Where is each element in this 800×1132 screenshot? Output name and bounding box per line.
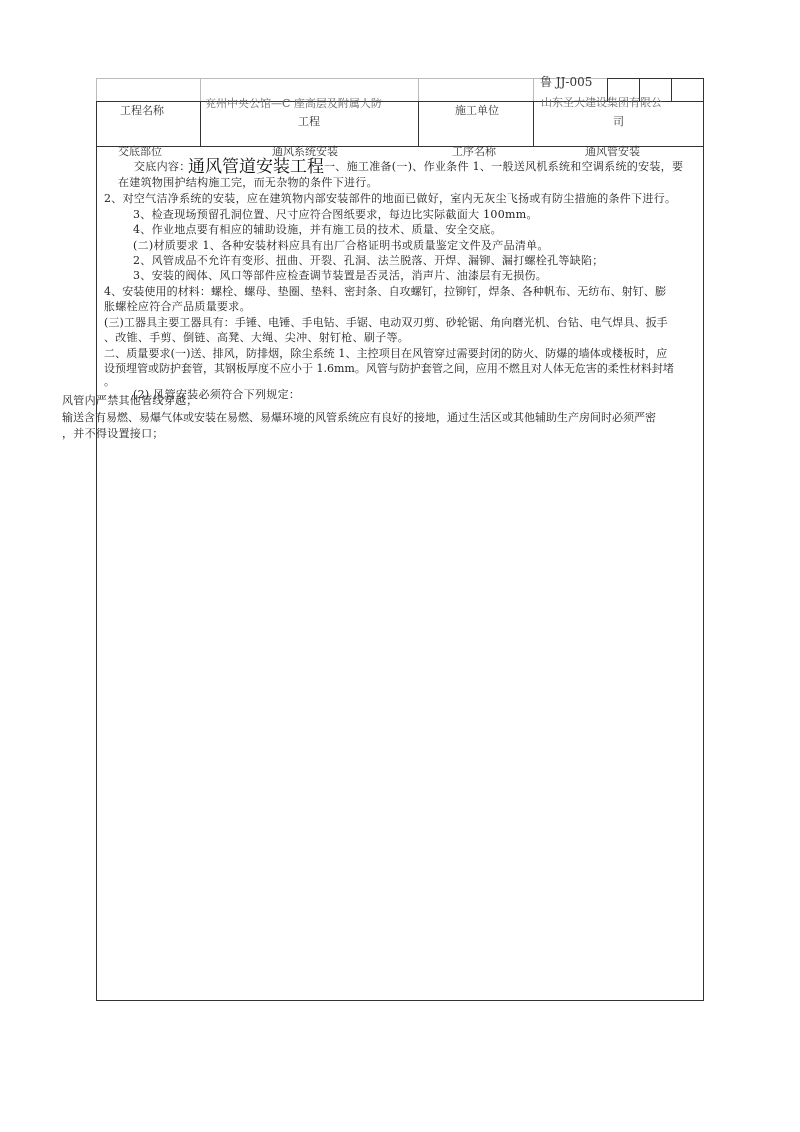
content-line-11: 、改锥、手剪、倒链、高凳、大绳、尖冲、射钉枪、刷子等。 <box>104 331 410 344</box>
content-line-9: 胀螺栓应符合产品质量要求。 <box>104 300 251 313</box>
contractor-value-line-1: 山东圣大建设集团有限公 <box>541 96 662 109</box>
faint-divider-1 <box>200 78 201 102</box>
intro-title: 通风管道安装工程 <box>188 157 324 177</box>
content-line-7: 3、安装的阀体、风口等部件应检查调节装置是否灵活，消声片、油漆层有无损伤。 <box>133 269 548 282</box>
header-divider-3 <box>533 101 534 146</box>
process-label: 工序名称 <box>452 145 496 158</box>
content-line-5: (二)材质要求 1、各种安装材料应具有出厂合格证明书或质量鉴定文件及产品清单。 <box>133 239 549 252</box>
dept-value: 通风系统安装 <box>272 145 338 158</box>
code-box-divider-3 <box>671 78 672 102</box>
content-line-2: 2、对空气洁净系统的安装，应在建筑物内部安装部件的地面已做好，室内无灰尘飞扬或有防尘措施的条件下进行。 <box>104 192 677 205</box>
main-bottom-border <box>96 1000 704 1001</box>
doc-code: 鲁 JJ-005 <box>540 75 593 89</box>
content-line-6: 2、风管成品不允许有变形、扭曲、开裂、孔洞、法兰脱落、开焊、漏铆、漏打螺栓孔等缺陷； <box>133 254 604 267</box>
content-line-12: 二、质量要求(一)送、排风，防排烟，除尘系统 1、主控项目在风管穿过需要封闭的防火、防爆的墙体或楼板时，应 <box>104 347 668 360</box>
content-line-10: (三)工器具主要工器具有：手锤、电锤、手电钻、手锯、电动双刃剪、砂轮锯、角向磨光机、台钻、电气焊具、扳手 <box>104 316 668 329</box>
header-divider-2 <box>418 101 419 146</box>
main-right-border <box>703 101 704 1000</box>
content-line-3: 3、检查现场预留孔洞位置、尺寸应符合图纸要求，每边比实际截面大 100mm。 <box>133 208 538 221</box>
content-line-18: ，并不得设置接口； <box>62 427 164 440</box>
main-left-border <box>96 101 97 1000</box>
code-box-divider-4 <box>703 78 704 102</box>
content-line-0: 一、施工准备(一)、作业条件 1、一般送风机系统和空调系统的安装，要 <box>324 160 684 173</box>
content-line-17: 输送含有易燃、易爆气体或安装在易燃、易爆环境的风管系统应有良好的接地，通过生活区或其他辅助生产房间时必须严密 <box>62 411 656 424</box>
intro-label: 交底内容： <box>134 160 191 173</box>
content-line-14: 。 <box>104 375 116 388</box>
faint-divider-2 <box>418 78 419 102</box>
header-divider-1 <box>200 101 201 146</box>
contractor-value-line-2: 司 <box>613 115 624 128</box>
content-line-15: (2) 风管安装必须符合下列规定： <box>133 388 301 401</box>
project-label: 工程名称 <box>120 104 164 117</box>
content-line-1: 在建筑物围护结构施工完，而无杂物的条件下进行。 <box>118 176 378 189</box>
code-box-top <box>607 78 703 79</box>
project-value-line-1: 兖州中央公馆—C 座高层及附属人防 <box>205 97 382 110</box>
project-value-line-2: 工程 <box>298 115 320 128</box>
contractor-label: 施工单位 <box>455 104 499 117</box>
faint-left-border <box>96 78 97 102</box>
content-line-8: 4、安装使用的材料：螺栓、螺母、垫圈、垫料、密封条、自攻螺钉，拉铆钉，焊条、各种帆布、无纺布、射钉、膨 <box>104 285 667 298</box>
process-value: 通风管安装 <box>585 145 640 158</box>
faint-divider-3 <box>533 78 534 102</box>
content-line-13: 设预埋管或防护套管，其钢板厚度不应小于 1.6mm。风管与防护套管之间，应用不燃且对人体无危害的柔性材料封堵 <box>104 362 674 375</box>
content-line-4: 4、作业地点要有相应的辅助设施，并有施工员的技术、质量、安全交底。 <box>133 223 502 236</box>
content-line-16: 风管内严禁其他管线穿越； <box>62 394 198 407</box>
dept-label: 交底部位 <box>118 145 162 158</box>
